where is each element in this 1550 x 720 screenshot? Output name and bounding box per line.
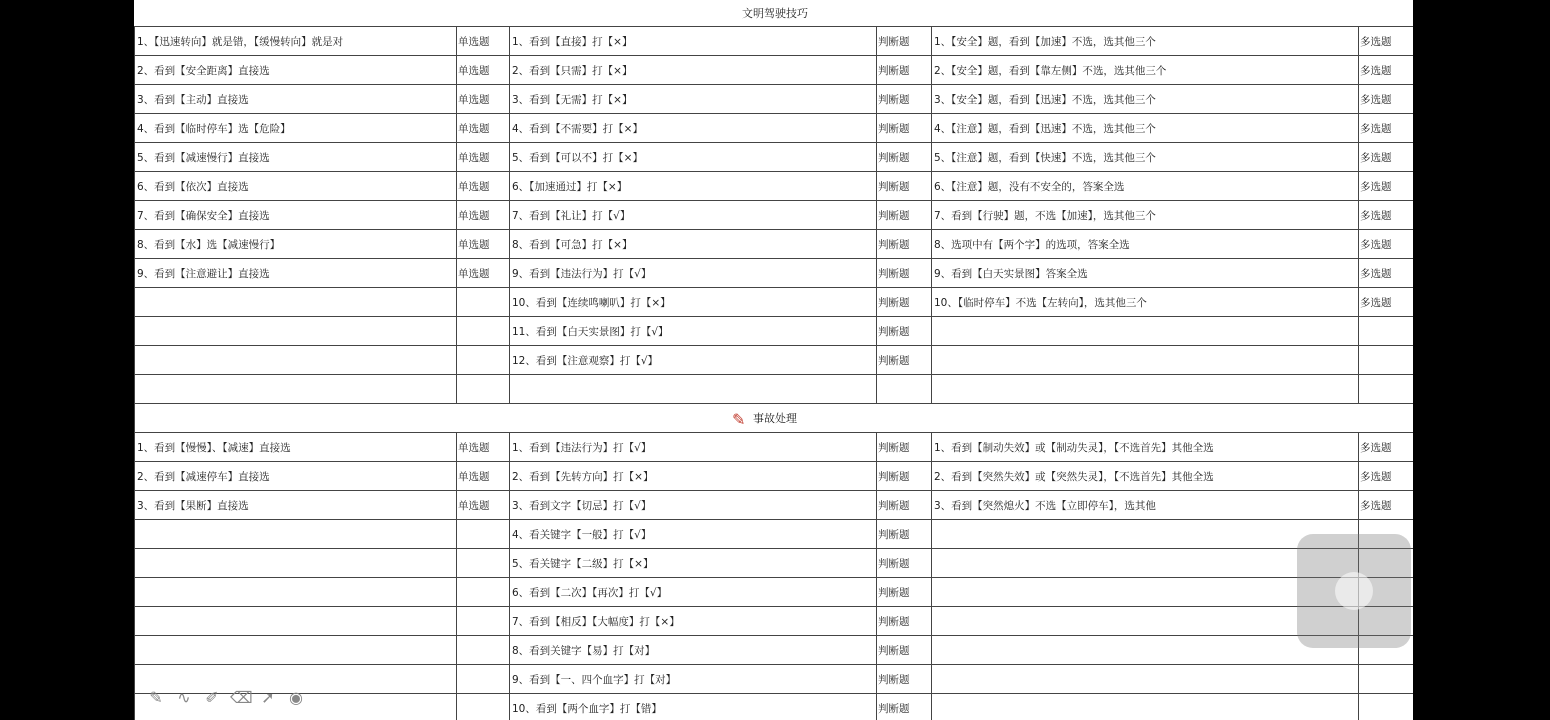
tip-cell — [135, 520, 457, 549]
tip-cell: 8、看到【可急】打【×】 — [510, 230, 877, 259]
table-row — [135, 317, 1414, 346]
question-type-cell: 单选题 — [457, 462, 510, 491]
tip-cell: 2、看到【先转方向】打【×】 — [510, 462, 877, 491]
section-title-row — [135, 404, 1414, 433]
tip-cell: 1、看到【慢慢】、【减速】直接选 — [135, 433, 457, 462]
question-type-cell: 单选题 — [457, 433, 510, 462]
tip-cell: 8、看到【水】选【减速慢行】 — [135, 230, 457, 259]
tip-cell — [932, 375, 1359, 404]
question-type-cell: 判断题 — [877, 462, 932, 491]
highlighter-icon[interactable]: ✐ — [205, 688, 219, 707]
question-type-cell: 多选题 — [1359, 230, 1414, 259]
tip-cell: 7、看到【礼让】打【√】 — [510, 201, 877, 230]
tip-cell: 6、看到【依次】直接选 — [135, 172, 457, 201]
tip-cell — [135, 317, 457, 346]
question-type-cell — [457, 520, 510, 549]
table-row — [135, 375, 1414, 404]
tip-cell: 8、看到关键字【易】打【对】 — [510, 636, 877, 665]
tip-cell: 3、看到文字【切忌】打【√】 — [510, 491, 877, 520]
question-type-cell: 多选题 — [1359, 114, 1414, 143]
tip-cell: 3、看到【果断】直接选 — [135, 491, 457, 520]
tip-cell: 4、看关键字【一般】打【√】 — [510, 520, 877, 549]
pointer-icon[interactable]: ➚ — [261, 688, 275, 707]
tip-cell — [510, 375, 877, 404]
question-type-cell: 多选题 — [1359, 27, 1414, 56]
tip-cell: 9、看到【一、四个血字】打【对】 — [510, 665, 877, 694]
tip-cell — [932, 607, 1359, 636]
pen-icon[interactable]: ✎ — [149, 688, 163, 707]
tip-cell: 7、看到【确保安全】直接选 — [135, 201, 457, 230]
tip-cell: 2、看到【只需】打【×】 — [510, 56, 877, 85]
tip-cell: 8、选项中有【两个字】的选项，答案全选 — [932, 230, 1359, 259]
question-type-cell — [457, 607, 510, 636]
title-row — [135, 0, 1414, 27]
section-title: 事故处理 — [135, 404, 1414, 433]
question-type-cell: 判断题 — [877, 143, 932, 172]
table-row — [135, 607, 1414, 636]
question-type-cell: 多选题 — [1359, 56, 1414, 85]
tips-table — [134, 0, 1413, 720]
table-row — [135, 433, 1414, 462]
question-type-cell: 单选题 — [457, 230, 510, 259]
spreadsheet-document — [134, 0, 1413, 720]
tip-cell: 1、【安全】题，看到【加速】不选，选其他三个 — [932, 27, 1359, 56]
question-type-cell: 判断题 — [877, 56, 932, 85]
tip-cell: 3、看到【突然熄火】不选【立即停车】，选其他 — [932, 491, 1359, 520]
question-type-cell — [457, 288, 510, 317]
sheet-title: 文明驾驶技巧 — [135, 0, 1414, 27]
question-type-cell: 判断题 — [877, 433, 932, 462]
tip-cell — [932, 665, 1359, 694]
question-type-cell: 多选题 — [1359, 201, 1414, 230]
tip-cell — [932, 317, 1359, 346]
question-type-cell — [457, 694, 510, 720]
tip-cell: 11、看到【白天实景图】打【√】 — [510, 317, 877, 346]
table-row — [135, 578, 1414, 607]
question-type-cell — [457, 317, 510, 346]
table-row — [135, 27, 1414, 56]
tip-cell: 9、看到【违法行为】打【√】 — [510, 259, 877, 288]
table-row — [135, 491, 1414, 520]
question-type-cell — [1359, 346, 1414, 375]
question-type-cell: 多选题 — [1359, 288, 1414, 317]
tip-cell: 1、看到【直接】打【×】 — [510, 27, 877, 56]
question-type-cell: 判断题 — [877, 259, 932, 288]
question-type-cell — [1359, 694, 1414, 720]
question-type-cell: 多选题 — [1359, 491, 1414, 520]
question-type-cell — [1359, 665, 1414, 694]
eraser-icon[interactable]: ⌫ — [230, 688, 253, 707]
question-type-cell: 单选题 — [457, 114, 510, 143]
tip-cell — [932, 636, 1359, 665]
question-type-cell: 单选题 — [457, 143, 510, 172]
tip-cell: 1、【迅速转向】就是错，【缓慢转向】就是对 — [135, 27, 457, 56]
question-type-cell: 多选题 — [1359, 433, 1414, 462]
table-row — [135, 230, 1414, 259]
question-type-cell: 判断题 — [877, 27, 932, 56]
table-row — [135, 114, 1414, 143]
assistive-touch-icon — [1335, 572, 1373, 610]
question-type-cell: 单选题 — [457, 85, 510, 114]
question-type-cell: 单选题 — [457, 172, 510, 201]
tip-cell — [135, 607, 457, 636]
tip-cell: 7、看到【行驶】题，不选【加速】，选其他三个 — [932, 201, 1359, 230]
question-type-cell: 判断题 — [877, 607, 932, 636]
record-icon[interactable]: ◉ — [289, 688, 303, 707]
question-type-cell: 单选题 — [457, 201, 510, 230]
tip-cell: 5、看关键字【二级】打【×】 — [510, 549, 877, 578]
question-type-cell: 多选题 — [1359, 172, 1414, 201]
table-row — [135, 346, 1414, 375]
table-row — [135, 201, 1414, 230]
table-row — [135, 172, 1414, 201]
question-type-cell: 判断题 — [877, 85, 932, 114]
table-row — [135, 143, 1414, 172]
question-type-cell — [457, 636, 510, 665]
question-type-cell: 判断题 — [877, 230, 932, 259]
question-type-cell — [457, 375, 510, 404]
table-row — [135, 665, 1414, 694]
table-row — [135, 549, 1414, 578]
tip-cell: 10、看到【连续鸣喇叭】打【×】 — [510, 288, 877, 317]
tip-cell: 2、看到【减速停车】直接选 — [135, 462, 457, 491]
pen-cursor-icon: ✎ — [732, 410, 746, 429]
tip-cell — [932, 549, 1359, 578]
question-type-cell — [1359, 375, 1414, 404]
tip-cell: 4、看到【临时停车】选【危险】 — [135, 114, 457, 143]
tip-cell — [932, 346, 1359, 375]
tip-cell: 5、看到【减速慢行】直接选 — [135, 143, 457, 172]
tip-cell: 10、【临时停车】不选【左转向】，选其他三个 — [932, 288, 1359, 317]
tip-cell: 5、看到【可以不】打【×】 — [510, 143, 877, 172]
table-row — [135, 520, 1414, 549]
tip-cell: 3、看到【无需】打【×】 — [510, 85, 877, 114]
table-row — [135, 85, 1414, 114]
annotation-toolbar — [146, 688, 306, 708]
tip-cell: 12、看到【注意观察】打【√】 — [510, 346, 877, 375]
tip-cell: 4、【注意】题，看到【迅速】不选，选其他三个 — [932, 114, 1359, 143]
question-type-cell — [877, 375, 932, 404]
question-type-cell: 多选题 — [1359, 462, 1414, 491]
question-type-cell: 判断题 — [877, 578, 932, 607]
question-type-cell: 单选题 — [457, 259, 510, 288]
tip-cell: 2、看到【突然失效】或【突然失灵】，【不选首先】其他全选 — [932, 462, 1359, 491]
question-type-cell — [457, 665, 510, 694]
question-type-cell: 判断题 — [877, 636, 932, 665]
tip-cell: 3、【安全】题，看到【迅速】不选，选其他三个 — [932, 85, 1359, 114]
table-row — [135, 288, 1414, 317]
table-row — [135, 462, 1414, 491]
tip-cell: 3、看到【主动】直接选 — [135, 85, 457, 114]
tip-cell — [135, 578, 457, 607]
tip-cell — [135, 636, 457, 665]
question-type-cell: 多选题 — [1359, 85, 1414, 114]
question-type-cell — [457, 578, 510, 607]
curve-icon[interactable]: ∿ — [177, 688, 191, 707]
question-type-cell: 判断题 — [877, 288, 932, 317]
tip-cell: 2、看到【安全距离】直接选 — [135, 56, 457, 85]
tip-cell — [135, 375, 457, 404]
question-type-cell: 判断题 — [877, 520, 932, 549]
table-row — [135, 694, 1414, 720]
question-type-cell — [1359, 317, 1414, 346]
table-row — [135, 636, 1414, 665]
tip-cell: 10、看到【两个血字】打【错】 — [510, 694, 877, 720]
tip-cell — [135, 346, 457, 375]
tip-cell: 4、看到【不需要】打【×】 — [510, 114, 877, 143]
tip-cell: 5、【注意】题，看到【快速】不选，选其他三个 — [932, 143, 1359, 172]
tip-cell: 7、看到【相反】【大幅度】打【×】 — [510, 607, 877, 636]
question-type-cell: 多选题 — [1359, 259, 1414, 288]
question-type-cell: 单选题 — [457, 27, 510, 56]
assistive-touch-button[interactable] — [1297, 534, 1411, 648]
tip-cell: 6、【加速通过】打【×】 — [510, 172, 877, 201]
tip-cell: 6、【注意】题，没有不安全的，答案全选 — [932, 172, 1359, 201]
tip-cell — [932, 694, 1359, 720]
question-type-cell: 单选题 — [457, 56, 510, 85]
table-row — [135, 56, 1414, 85]
tip-cell: 1、看到【违法行为】打【√】 — [510, 433, 877, 462]
question-type-cell: 判断题 — [877, 549, 932, 578]
question-type-cell — [457, 346, 510, 375]
question-type-cell: 多选题 — [1359, 143, 1414, 172]
question-type-cell: 判断题 — [877, 694, 932, 720]
tip-cell — [932, 520, 1359, 549]
tip-cell — [135, 549, 457, 578]
tip-cell: 9、看到【白天实景图】答案全选 — [932, 259, 1359, 288]
tip-cell: 1、看到【制动失效】或【制动失灵】，【不选首先】其他全选 — [932, 433, 1359, 462]
question-type-cell: 判断题 — [877, 665, 932, 694]
question-type-cell — [457, 549, 510, 578]
question-type-cell: 单选题 — [457, 491, 510, 520]
question-type-cell: 判断题 — [877, 317, 932, 346]
question-type-cell: 判断题 — [877, 346, 932, 375]
tip-cell: 6、看到【二次】【再次】打【√】 — [510, 578, 877, 607]
question-type-cell: 判断题 — [877, 201, 932, 230]
question-type-cell: 判断题 — [877, 172, 932, 201]
tip-cell: 9、看到【注意避让】直接选 — [135, 259, 457, 288]
tip-cell: 2、【安全】题，看到【靠左侧】不选，选其他三个 — [932, 56, 1359, 85]
table-row — [135, 259, 1414, 288]
question-type-cell: 判断题 — [877, 114, 932, 143]
tip-cell — [932, 578, 1359, 607]
tip-cell — [135, 288, 457, 317]
question-type-cell: 判断题 — [877, 491, 932, 520]
